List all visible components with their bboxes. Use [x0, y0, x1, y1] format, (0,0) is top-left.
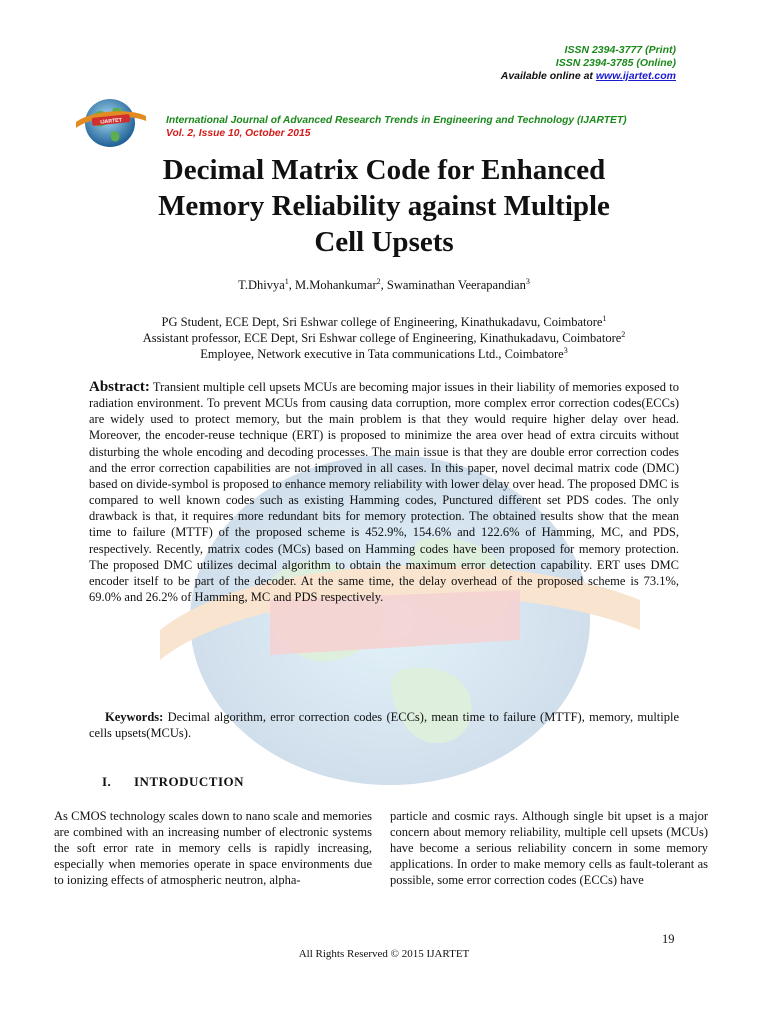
author-name: T.Dhivya [238, 278, 285, 292]
affiliation-text: Assistant professor, ECE Dept, Sri Eshwar college of Engineering, Kinathukadavu, Coimbatore [142, 331, 622, 345]
author-affiliation-mark: 2 [376, 276, 381, 286]
intro-column-left: As CMOS technology scales down to nano scale and memories are combined with an increasing number of electronic systems the soft error rate in memory cells is rapidly increasing, especially when memories operate in space environments due to ionizing effects of atmospheric neutron, alpha- [54, 809, 372, 888]
affiliation-line [0, 346, 768, 362]
affiliation-text: Employee, Network executive in Tata communications Ltd., Coimbatore [200, 347, 564, 361]
journal-globe-logo [74, 92, 148, 152]
author-name: Swaminathan Veerapandian [386, 278, 526, 292]
journal-website-link[interactable]: www.ijartet.com [595, 70, 676, 82]
affiliation-line [0, 330, 768, 346]
abstract-text: Transient multiple cell upsets MCUs are becoming major issues in their liability of memories exposed to radiation environment. To prevent MCUs from causing data corruption, more complex error correction codes(ECCs) are widely used to protect memory, but the main problem is that they would require higher delay over head. Moreover, the encoder-reuse technique (ERT) is proposed to minimize the area over head of extra circuits without disturbing the whole encoding and decoding processes. The main issue is that they are double error correction codes and the error correction capabilities are not improved in all cases. In this paper, novel decimal matrix code (DMC) based on divide-symbol is proposed to enhance memory reliability with lower delay over head. The proposed DMC is compared to well known codes such as existing Hamming codes, Punctured different set PDS codes. The only drawback is that, it requires more redundant bits for memory protection. The obtained results show that the mean time to failure (MTTF) of the proposed scheme is 452.9%, 154.6% and 122.6% of Hamming, MC, and PDS, respectively. Recently, matrix codes (MCs) based on Hamming codes have been proposed for memory protection. The proposed DMC utilizes decimal algorithm to obtain the maximum error detection capability. ERT uses DMC encoder itself to be part of the decoder. At the same time, the delay overhead of the proposed scheme is 73.1%, 69.0% and 26.2% of Hamming, MC and PDS respectively. [89, 380, 679, 605]
section-heading [102, 774, 244, 790]
affiliation-mark: 2 [621, 329, 626, 339]
title-line: Memory Reliability against Multiple [158, 190, 610, 222]
abstract [89, 379, 679, 605]
issn-online: ISSN 2394-3785 (Online) [555, 57, 676, 69]
affiliation-list [0, 314, 768, 362]
affiliation-mark: 3 [563, 345, 568, 355]
issn-block [501, 44, 676, 83]
keywords-label: Keywords: [105, 710, 164, 724]
logo-text: IJARTET [100, 117, 123, 126]
section-number: I. [102, 774, 112, 789]
abstract-label: Abstract: [89, 379, 150, 395]
copyright-footer: All Rights Reserved © 2015 IJARTET [298, 948, 470, 960]
author-affiliation-mark: 1 [284, 276, 289, 286]
issn-print: ISSN 2394-3777 (Print) [564, 44, 676, 56]
affiliation-mark: 1 [602, 313, 607, 323]
page-number: 19 [662, 932, 675, 946]
availability-line [501, 70, 676, 83]
section-title: INTRODUCTION [134, 774, 245, 789]
journal-name: International Journal of Advanced Research Trends in Engineering and Technology (IJARTET) [166, 115, 627, 126]
keywords [89, 709, 679, 741]
intro-column-right: particle and cosmic rays. Although single bit upset is a major concern about memory reliability, multiple cell upsets (MCUs) have become a serious reliability concern in some memory applications. In order to make memory cells as fault-tolerant as possible, some error correction codes (ECCs) have [390, 809, 708, 888]
affiliation-text: PG Student, ECE Dept, Sri Eshwar college of Engineering, Kinathukadavu, Coimbatore [161, 315, 603, 329]
journal-info [166, 114, 627, 140]
author-list: T.Dhivya$^1$, M.Mohankumar$^2$, Swaminathan Veerapandian$^3$ [238, 276, 530, 292]
title-line: Cell Upsets [314, 226, 454, 258]
author-affiliation-mark: 3 [525, 276, 530, 286]
keywords-text: Decimal algorithm, error correction codes (ECCs), mean time to failure (MTTF), memory, multiple cells upsets(MCUs). [89, 710, 680, 740]
title-line: Decimal Matrix Code for Enhanced [162, 154, 606, 186]
affiliation-line [0, 314, 768, 330]
volume-issue: Vol. 2, Issue 10, October 2015 [166, 128, 311, 139]
paper-title [0, 152, 768, 260]
availability-prefix: Available online at [500, 70, 596, 82]
author-name: M.Mohankumar [295, 278, 377, 292]
